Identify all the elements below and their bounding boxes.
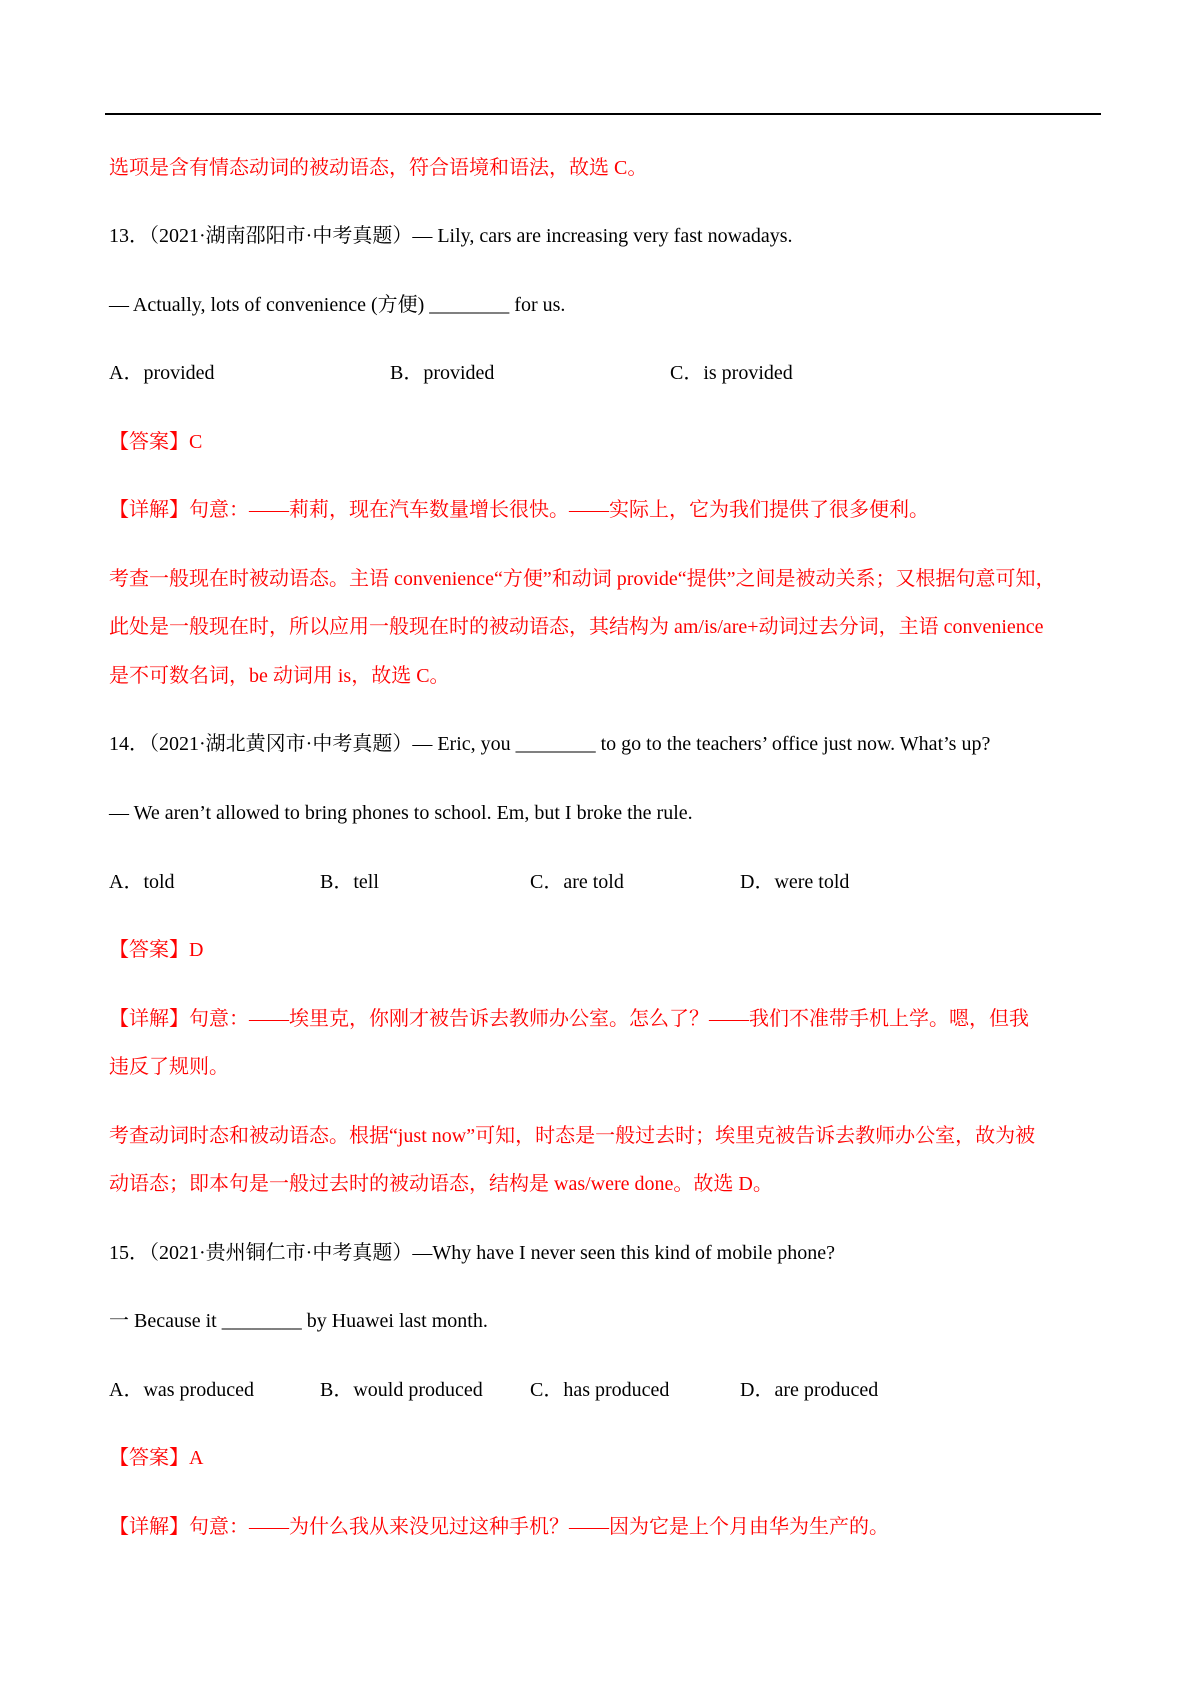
q13-stem: 13．（2021·湖南邵阳市·中考真题）— Lily, cars are increasing very fast nowadays. xyxy=(109,225,793,247)
q15-option-d: D．are produced xyxy=(740,1379,879,1401)
q13-option-a: A．provided xyxy=(109,362,215,384)
q14-stem: 14．（2021·湖北黄冈市·中考真题）— Eric, you ________ to go to the teachers’ office just now. What’s up? xyxy=(109,733,991,755)
q15-option-c: C．has produced xyxy=(530,1379,670,1401)
q15-line2: 一 Because it ________ by Huawei last month. xyxy=(109,1310,488,1332)
q14-option-d: D．were told xyxy=(740,871,850,893)
q14-line2: — We aren’t allowed to bring phones to school. Em, but I broke the rule. xyxy=(109,802,693,824)
q13-detail-analysis-1: 考查一般现在时被动语态。主语 convenience“方便”和动词 provide“提供”之间是被动关系；又根据句意可知， xyxy=(109,568,1056,590)
q13-detail-translation: 【详解】句意：——莉莉，现在汽车数量增长很快。——实际上，它为我们提供了很多便利。 xyxy=(109,499,929,521)
continuation-text: 选项是含有情态动词的被动语态，符合语境和语法，故选 C。 xyxy=(109,157,648,179)
q13-option-b: B．provided xyxy=(390,362,495,384)
q13-line2: — Actually, lots of convenience (方便) ________ for us. xyxy=(109,294,566,316)
q15-option-b: B．would produced xyxy=(320,1379,483,1401)
q15-stem: 15．（2021·贵州铜仁市·中考真题）—Why have I never seen this kind of mobile phone? xyxy=(109,1242,835,1264)
q13-option-c: C．is provided xyxy=(670,362,793,384)
q14-detail-translation-1: 【详解】句意：——埃里克，你刚才被告诉去教师办公室。怎么了？——我们不准带手机上学。嗯，但我 xyxy=(109,1008,1029,1030)
q14-answer: 【答案】D xyxy=(109,939,204,961)
q14-option-c: C．are told xyxy=(530,871,624,893)
q15-detail-translation: 【详解】句意：——为什么我从来没见过这种手机？——因为它是上个月由华为生产的。 xyxy=(109,1516,889,1538)
q15-option-a: A．was produced xyxy=(109,1379,254,1401)
q14-detail-translation-2: 违反了规则。 xyxy=(109,1056,229,1078)
q13-detail-analysis-3: 是不可数名词，be 动词用 is，故选 C。 xyxy=(109,665,450,687)
q14-detail-analysis-2: 动语态；即本句是一般过去时的被动语态，结构是 was/were done。故选 D。 xyxy=(109,1173,773,1195)
q14-option-a: A．told xyxy=(109,871,175,893)
q15-answer: 【答案】A xyxy=(109,1447,204,1469)
q14-option-b: B．tell xyxy=(320,871,379,893)
q13-answer: 【答案】C xyxy=(109,431,203,453)
header-rule xyxy=(105,113,1101,115)
q14-detail-analysis-1: 考查动词时态和被动语态。根据“just now”可知，时态是一般过去时；埃里克被告诉去教师办公室，故为被 xyxy=(109,1125,1036,1147)
q13-detail-analysis-2: 此处是一般现在时，所以应用一般现在时的被动语态，其结构为 am/is/are+动词过去分词，主语 convenience xyxy=(109,616,1044,638)
